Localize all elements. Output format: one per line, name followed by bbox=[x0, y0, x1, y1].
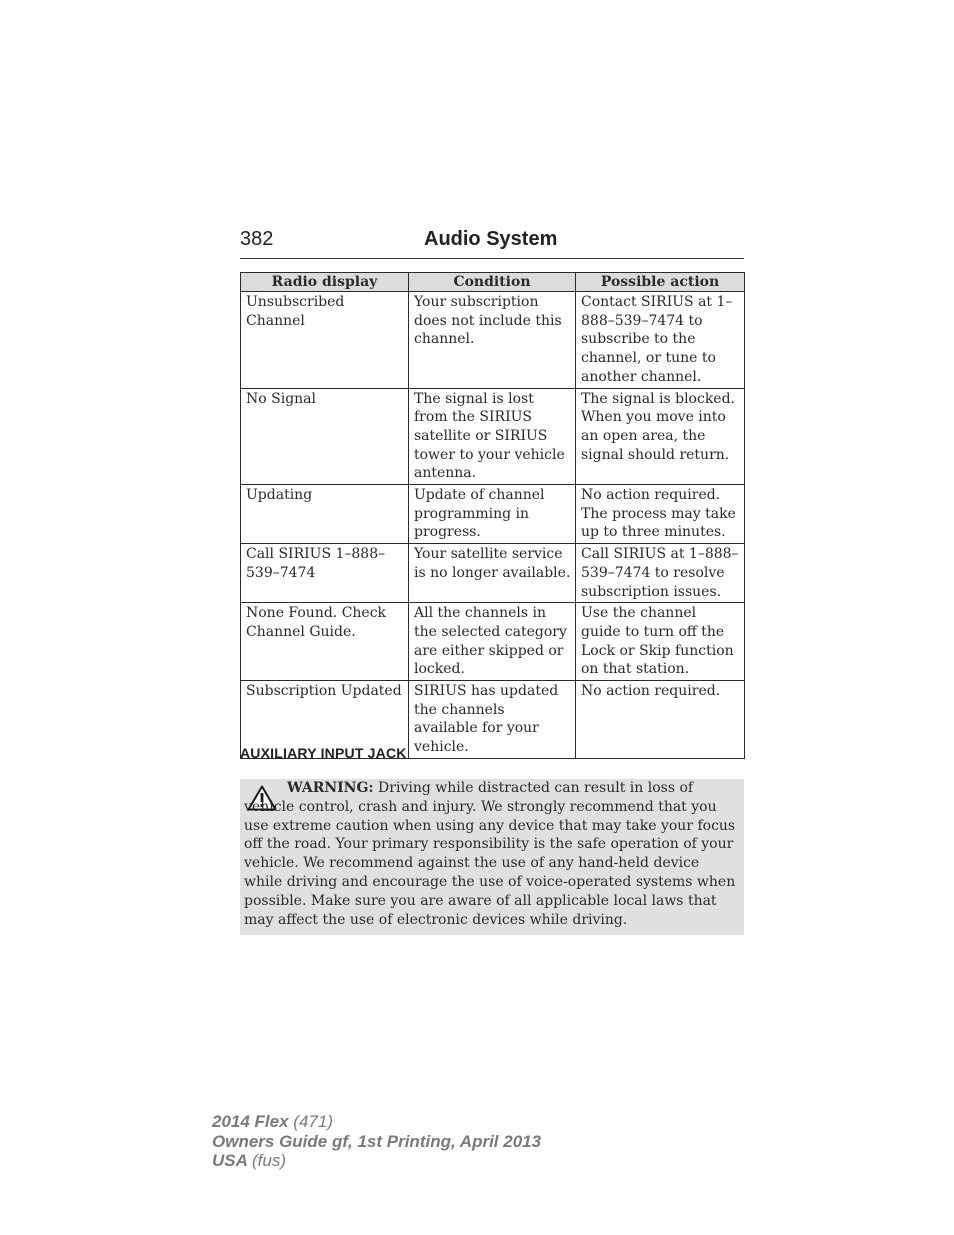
table-row bbox=[241, 544, 745, 603]
table-row bbox=[241, 388, 745, 485]
radio-display-cell: Unsubscribed Channel bbox=[241, 292, 409, 389]
condition-cell: Your subscription does not include this channel. bbox=[409, 292, 576, 389]
table-row bbox=[241, 603, 745, 681]
footer-model: 2014 Flex bbox=[212, 1112, 289, 1131]
condition-cell: SIRIUS has updated the channels available for your vehicle. bbox=[409, 681, 576, 759]
radio-display-table bbox=[240, 272, 745, 759]
footer-region-code: (fus) bbox=[252, 1151, 286, 1170]
footer-region-line bbox=[212, 1151, 541, 1171]
warning-label: WARNING: bbox=[287, 780, 374, 796]
radio-display-cell: No Signal bbox=[241, 388, 409, 485]
footer-model-line bbox=[212, 1112, 541, 1132]
radio-display-cell: None Found. Check Channel Guide. bbox=[241, 603, 409, 681]
possible-action-cell: No action required. bbox=[576, 681, 745, 759]
condition-cell: Update of channel programming in progress. bbox=[409, 485, 576, 544]
warning-box bbox=[240, 779, 744, 935]
radio-display-cell: Subscription Updated bbox=[241, 681, 409, 759]
column-header-possible-action: Possible action bbox=[576, 273, 745, 292]
warning-text-block bbox=[244, 779, 740, 929]
page-title: Audio System bbox=[424, 228, 558, 250]
footer-model-code: (471) bbox=[293, 1112, 333, 1131]
page-header bbox=[240, 228, 744, 259]
page-footer bbox=[212, 1112, 541, 1171]
section-heading: AUXILIARY INPUT JACK bbox=[240, 745, 407, 761]
condition-cell: All the channels in the selected category are either skipped or locked. bbox=[409, 603, 576, 681]
possible-action-cell: Contact SIRIUS at 1–888–539–7474 to subscribe to the channel, or tune to another channel. bbox=[576, 292, 745, 389]
warning-text: Driving while distracted can result in loss of vehicle control, crash and injury. We strongly recommend that you use extreme caution when using any device that may take your focus off the road. Your primary responsibility is the safe operation of your vehicle. We recommend against the use of any hand-held device while driving and encourage the use of voice-operated systems when possible. Make sure you are aware of all applicable local laws that may affect the use of electronic devices while driving. bbox=[244, 780, 736, 928]
table-row bbox=[241, 485, 745, 544]
possible-action-cell: No action required. The process may take up to three minutes. bbox=[576, 485, 745, 544]
column-header-radio-display: Radio display bbox=[241, 273, 409, 292]
column-header-condition: Condition bbox=[409, 273, 576, 292]
possible-action-cell: Call SIRIUS at 1–888–539–7474 to resolve subscription issues. bbox=[576, 544, 745, 603]
radio-display-cell: Updating bbox=[241, 485, 409, 544]
table-header-row bbox=[241, 273, 745, 292]
page-number: 382 bbox=[240, 228, 274, 250]
condition-cell: The signal is lost from the SIRIUS satellite or SIRIUS tower to your vehicle antenna. bbox=[409, 388, 576, 485]
possible-action-cell: Use the channel guide to turn off the Lock or Skip function on that station. bbox=[576, 603, 745, 681]
condition-cell: Your satellite service is no longer available. bbox=[409, 544, 576, 603]
table-row bbox=[241, 292, 745, 389]
radio-display-cell: Call SIRIUS 1–888–539–7474 bbox=[241, 544, 409, 603]
possible-action-cell: The signal is blocked. When you move into an open area, the signal should return. bbox=[576, 388, 745, 485]
footer-region: USA bbox=[212, 1151, 248, 1170]
footer-guide-line: Owners Guide gf, 1st Printing, April 2013 bbox=[212, 1131, 542, 1151]
